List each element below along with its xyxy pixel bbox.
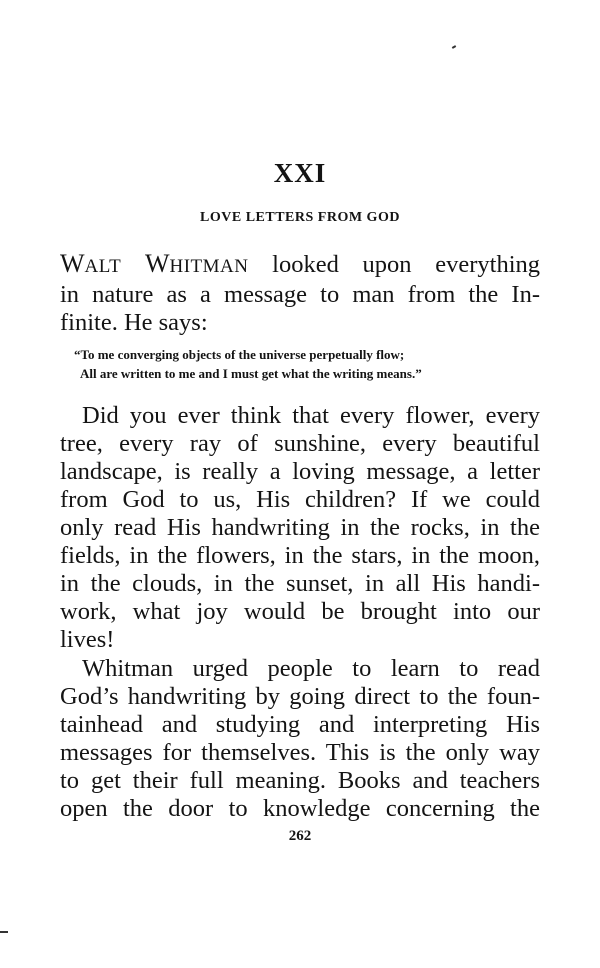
text-line: Did you ever think that every flower, every xyxy=(82,402,540,429)
text-line: work, what joy would be brought into our xyxy=(60,598,540,625)
text-line: lives! xyxy=(60,626,115,653)
paragraph-2 xyxy=(60,655,540,823)
ink-speck xyxy=(452,45,456,49)
text-line: landscape, is really a loving message, a letter xyxy=(60,458,540,485)
chapter-title: LOVE LETTERS FROM GOD xyxy=(200,210,400,225)
text-line: in the clouds, in the sunset, in all His handi- xyxy=(60,570,540,597)
paragraph-1 xyxy=(60,402,540,654)
quote-line: All are written to me and I must get what the writing means.” xyxy=(80,366,422,381)
opening-line: WALT WHITMAN looked upon everything xyxy=(60,249,540,278)
author-name: WALT WHITMAN xyxy=(60,249,249,278)
text-line: in nature as a message to man from the In- xyxy=(60,281,540,308)
text-line: open the door to knowledge concerning the xyxy=(60,795,540,822)
text-line: Whitman urged people to learn to read xyxy=(82,655,540,682)
text-line: tree, every ray of sunshine, every beautiful xyxy=(60,430,540,457)
text-line: from God to us, His children? If we could xyxy=(60,486,540,513)
text-line: to get their full meaning. Books and teachers xyxy=(60,767,540,794)
verse-quote xyxy=(74,345,542,383)
text-line: finite. He says: xyxy=(60,309,208,336)
ink-speck xyxy=(0,931,8,933)
text-line: messages for themselves. This is the only way xyxy=(60,739,540,766)
quote-line: “To me converging objects of the universe perpetually flow; xyxy=(74,347,405,362)
chapter-number: XXI xyxy=(273,158,327,188)
text-line: only read His handwriting in the rocks, in the xyxy=(60,514,540,541)
text-line: God’s handwriting by going direct to the foun- xyxy=(60,683,540,710)
opening-paragraph xyxy=(60,250,540,337)
page-number: 262 xyxy=(288,828,312,844)
text-line: tainhead and studying and interpreting His xyxy=(60,711,540,738)
text-line: fields, in the flowers, in the stars, in the moon, xyxy=(60,542,540,569)
